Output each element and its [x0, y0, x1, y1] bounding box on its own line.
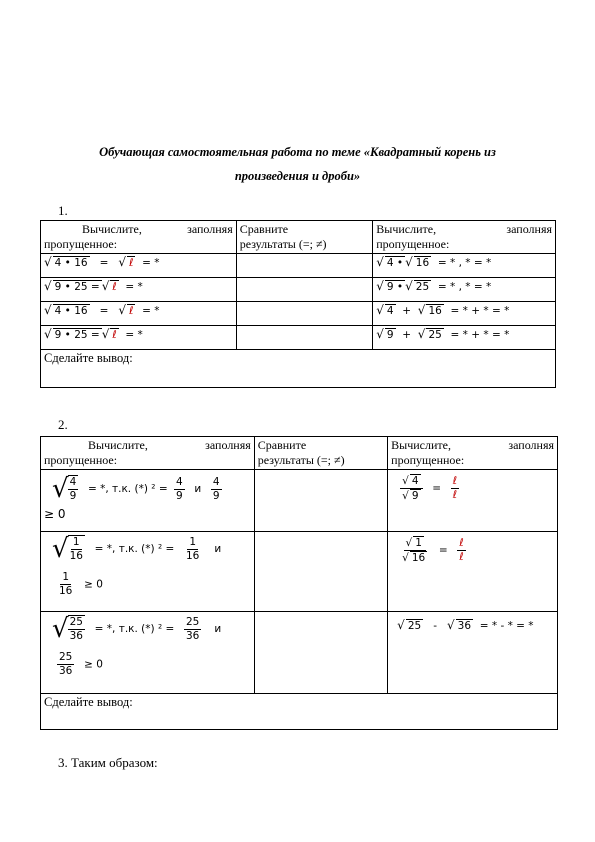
- expression-cell: $\frac{√ 4}{√ 9}$ = $\frac{\text{ℓ}}{\text{ℓ}}$: [388, 470, 558, 532]
- expression-cell: √ 4 • √ 16 = * , * = *: [373, 254, 556, 278]
- header-compute-2: Вычислите, заполняя пропущенное:: [373, 221, 556, 254]
- expression-cell: √ 4 • 16 = √ ℓ = *: [41, 302, 237, 326]
- table-header-row: [41, 221, 556, 254]
- header-compare: Сравните результаты (=; ≠): [236, 221, 373, 254]
- compare-input-cell[interactable]: [236, 278, 373, 302]
- table-row: [41, 254, 556, 278]
- conclusion-row: [41, 350, 556, 388]
- section-1-number: 1.: [58, 203, 68, 218]
- expression-cell: √ $\frac{25}{36}$ = *, т.к. (*) ² = $\frac{25}{36}$ и $\frac{25}{36}$ ≥ 0: [41, 612, 255, 694]
- expression-cell: √ 9 • 25 = √ ℓ = *: [41, 278, 237, 302]
- conclusion-row: [41, 694, 558, 730]
- expression-cell: √ 9 • 25 = √ ℓ = *: [41, 326, 237, 350]
- expression-cell: √ 4 • 16 = √ ℓ = *: [41, 254, 237, 278]
- section-3-heading: 3. Таким образом:: [58, 755, 158, 770]
- expression-cell: $\frac{√ 1}{√ 16}$ = $\frac{\text{ℓ}}{\text{ℓ}}$: [388, 532, 558, 612]
- expression-cell: √ 25 - √ 36 = * - * = *: [388, 612, 558, 694]
- table-header-row: [41, 437, 558, 470]
- section-2-number: 2.: [58, 417, 68, 432]
- section-2-table: [40, 436, 558, 730]
- table-row: [41, 532, 558, 612]
- table-row: [41, 612, 558, 694]
- document-title: Обучающая самостоятельная работа по теме «Квадратный корень из произведения и дроби»: [99, 145, 496, 183]
- conclusion-cell[interactable]: Сделайте вывод:: [41, 350, 556, 388]
- expression-cell: √ 9 • √ 25 = * , * = *: [373, 278, 556, 302]
- header-compute: Вычислите, заполняя пропущенное:: [41, 221, 237, 254]
- compare-input-cell[interactable]: [254, 612, 387, 694]
- expression-cell: √ 9 + √ 25 = * + * = *: [373, 326, 556, 350]
- expression-cell: √ 4 + √ 16 = * + * = *: [373, 302, 556, 326]
- table-row: [41, 326, 556, 350]
- compare-input-cell[interactable]: [254, 470, 387, 532]
- header-compute-2: Вычислите, заполняя пропущенное:: [388, 437, 558, 470]
- table-row: [41, 278, 556, 302]
- compare-input-cell[interactable]: [254, 532, 387, 612]
- header-compare: Сравните результаты (=; ≠): [254, 437, 387, 470]
- header-compute: Вычислите, заполняя пропущенное:: [41, 437, 255, 470]
- compare-input-cell[interactable]: [236, 254, 373, 278]
- compare-input-cell[interactable]: [236, 326, 373, 350]
- expression-cell: √ $\frac{1}{16}$ = *, т.к. (*) ² = $\frac{1}{16}$ и $\frac{1}{16}$ ≥ 0: [41, 532, 255, 612]
- conclusion-cell[interactable]: Сделайте вывод:: [41, 694, 558, 730]
- expression-cell: √ $\frac{4}{9}$ = *, т.к. (*) ² = $\frac{4}{9}$ и $\frac{4}{9}$ ≥ 0: [41, 470, 255, 532]
- compare-input-cell[interactable]: [236, 302, 373, 326]
- table-row: [41, 470, 558, 532]
- section-1-table: [40, 220, 556, 388]
- table-row: [41, 302, 556, 326]
